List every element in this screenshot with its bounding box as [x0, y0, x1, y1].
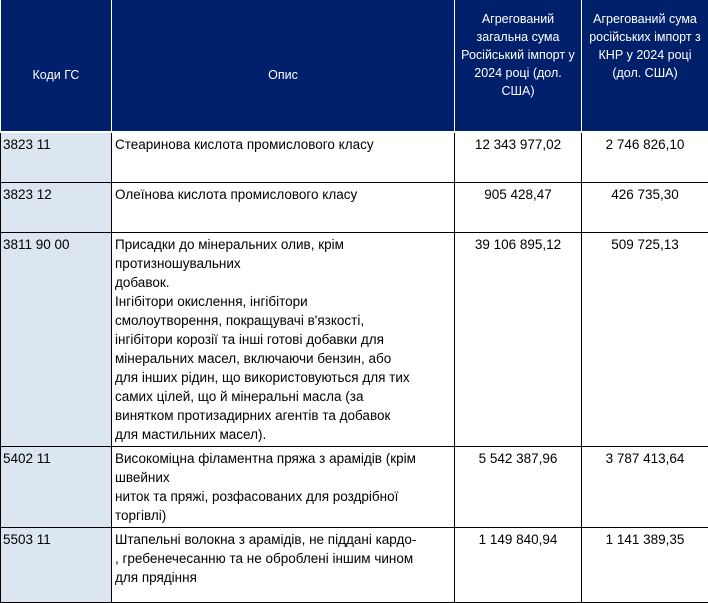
header-hs-code: Коди ГС — [1, 0, 112, 132]
header-description: Опис — [112, 0, 455, 132]
total-import-cell: 39 106 895,12 — [455, 233, 582, 447]
china-import-cell: 1 141 389,35 — [582, 528, 708, 603]
table-row — [1, 528, 708, 603]
description-cell: Стеаринова кислота промислового класу — [112, 132, 455, 183]
total-import-cell: 1 149 840,94 — [455, 528, 582, 603]
description-cell: Присадки до мінеральних олив, крім протизношувальних добавок. Інгібітори окислення, інгібітори смолоутворення, покращувачі в'язкості, інгібітори корозії та інші готові добавки для мінеральних масел, включаючи бензин, або для інших рідин, що використовуються для тих самих цілей, що й мінеральні масла (за винятком протизадирних агентів та добавок для мастильних масел). — [112, 233, 455, 447]
description-cell: Олеїнова кислота промислового класу — [112, 183, 455, 233]
table-row — [1, 132, 708, 183]
total-import-cell: 5 542 387,96 — [455, 447, 582, 528]
china-import-cell: 509 725,13 — [582, 233, 708, 447]
hs-code-cell: 3811 90 00 — [1, 233, 112, 447]
hs-code-cell: 5503 11 — [1, 528, 112, 603]
table-body — [1, 132, 708, 603]
china-import-cell: 426 735,30 — [582, 183, 708, 233]
china-import-cell: 3 787 413,64 — [582, 447, 708, 528]
table-row — [1, 233, 708, 447]
hs-code-cell: 3823 12 — [1, 183, 112, 233]
china-import-cell: 2 746 826,10 — [582, 132, 708, 183]
description-cell: Високоміцна філаментна пряжа з арамідів (крім швейних ниток та пряжі, розфасованих для роздрібної торгівлі) — [112, 447, 455, 528]
header-russian-import-from-china: Агрегований сума російських імпорт з КНР у 2024 році (дол. США) — [582, 0, 708, 132]
header-row — [1, 0, 708, 132]
table-header — [1, 0, 708, 132]
table-row — [1, 183, 708, 233]
total-import-cell: 905 428,47 — [455, 183, 582, 233]
description-cell: Штапельні волокна з арамідів, не піддані кардо- , гребенечесанню та не оброблені іншим чином для прядіння — [112, 528, 455, 603]
table-row — [1, 447, 708, 528]
hs-code-cell: 3823 11 — [1, 132, 112, 183]
hs-code-cell: 5402 11 — [1, 447, 112, 528]
total-import-cell: 12 343 977,02 — [455, 132, 582, 183]
header-total-russian-import: Агрегований загальна сума Російський імпорт у 2024 році (дол. США) — [455, 0, 582, 132]
